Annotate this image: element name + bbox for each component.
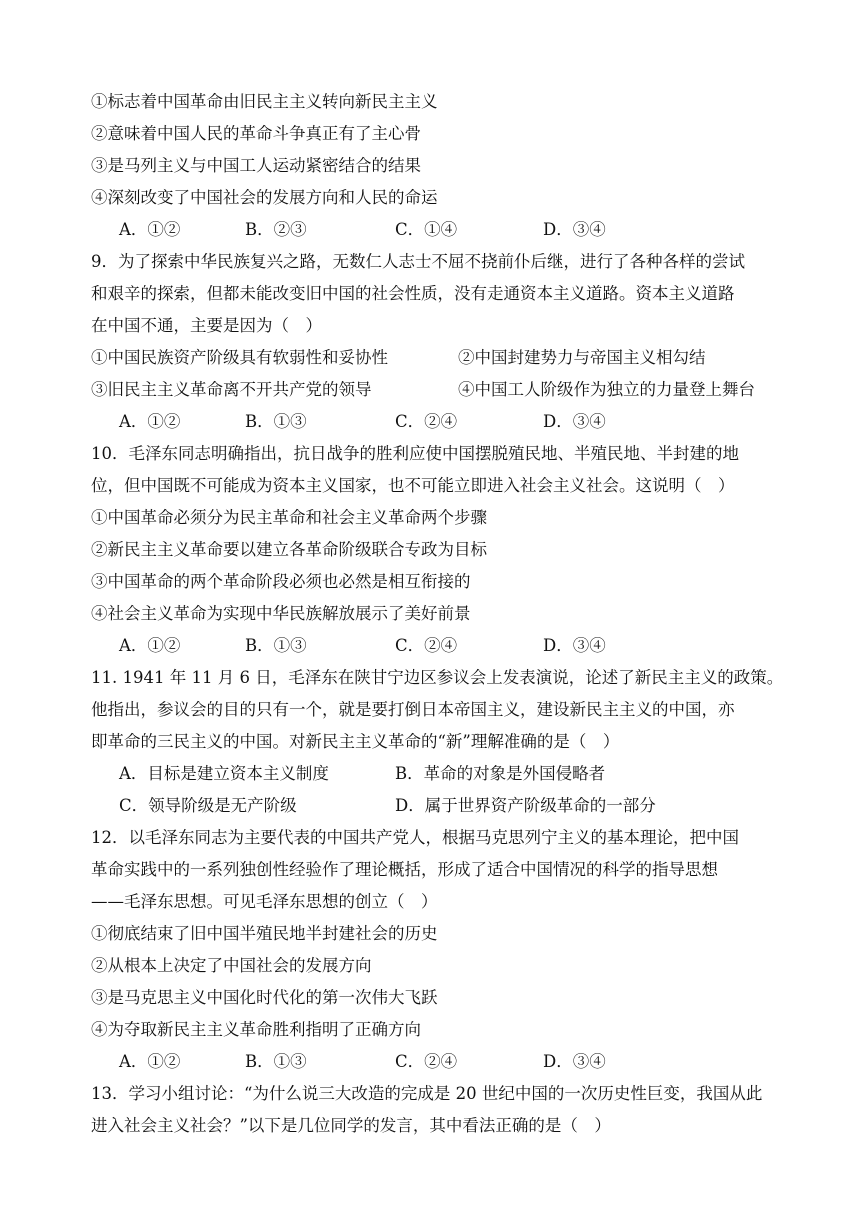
q12-statement-2: ②从根本上决定了中国社会的发展方向	[91, 956, 372, 975]
q11-options-row-2	[91, 796, 791, 816]
q12-statement-3: ③是马克思主义中国化时代化的第一次伟大飞跃	[91, 988, 438, 1007]
q10-option-d: D．③④	[543, 636, 606, 655]
q8-statement-1: ①标志着中国革命由旧民主主义转向新民主主义	[91, 92, 438, 111]
q8-option-a: A．①②	[119, 220, 181, 239]
q9-stem-line-3: 在中国不通，主要是因为（ ）	[91, 316, 322, 335]
q9-statements-row-2	[91, 380, 791, 400]
q13-stem-line-2: 进入社会主义社会？”以下是几位同学的发言，其中看法正确的是（ ）	[91, 1116, 611, 1135]
q8-option-b: B．②③	[245, 220, 307, 239]
q12-option-c: C．②④	[395, 1052, 458, 1071]
q10-statement-3: ③中国革命的两个革命阶段必须也必然是相互衔接的	[91, 572, 471, 591]
q8-option-d: D．③④	[543, 220, 606, 239]
q12-statement-1: ①彻底结束了旧中国半殖民地半封建社会的历史	[91, 924, 438, 943]
q8-statement-2: ②意味着中国人民的革命斗争真正有了主心骨	[91, 124, 421, 143]
q10-option-b: B．①③	[245, 636, 307, 655]
q9-statement-4: ④中国工人阶级作为独立的力量登上舞台	[458, 380, 755, 399]
q11-option-d: D．属于世界资产阶级革命的一部分	[395, 796, 656, 815]
q12-options	[91, 1052, 791, 1072]
q8-statement-4: ④深刻改变了中国社会的发展方向和人民的命运	[91, 188, 438, 207]
q11-option-b: B．革命的对象是外国侵略者	[395, 764, 606, 783]
q9-option-b: B．①③	[245, 412, 307, 431]
q9-option-d: D．③④	[543, 412, 606, 431]
q12-option-d: D．③④	[543, 1052, 606, 1071]
q12-stem-line-1: 12．以毛泽东同志为主要代表的中国共产党人，根据马克思列宁主义的基本理论，把中国	[91, 828, 739, 847]
q9-stem-line-2: 和艰辛的探索，但都未能改变旧中国的社会性质，没有走通资本主义道路。资本主义道路	[91, 284, 735, 303]
q8-statement-3: ③是马列主义与中国工人运动紧密结合的结果	[91, 156, 421, 175]
q10-statement-4: ④社会主义革命为实现中华民族解放展示了美好前景	[91, 604, 471, 623]
q12-stem-line-2: 革命实践中的一系列独创性经验作了理论概括，形成了适合中国情况的科学的指导思想	[91, 860, 718, 879]
q12-option-b: B．①③	[245, 1052, 307, 1071]
q10-option-c: C．②④	[395, 636, 458, 655]
q12-option-a: A．①②	[119, 1052, 181, 1071]
q9-options	[91, 412, 791, 432]
q8-option-c: C．①④	[395, 220, 458, 239]
q9-statement-3: ③旧民主主义革命离不开共产党的领导	[91, 380, 372, 399]
q9-option-c: C．②④	[395, 412, 458, 431]
q9-option-a: A．①②	[119, 412, 181, 431]
q10-stem-line-2: 位，但中国既不可能成为资本主义国家，也不可能立即进入社会主义社会。这说明（ ）	[91, 476, 735, 495]
q13-stem-line-1: 13．学习小组讨论：“为什么说三大改造的完成是 20 世纪中国的一次历史性巨变，我国从此	[91, 1084, 763, 1103]
q10-stem-line-1: 10．毛泽东同志明确指出，抗日战争的胜利应使中国摆脱殖民地、半殖民地、半封建的地	[91, 444, 739, 463]
q9-stem-line-1: 9．为了探索中华民族复兴之路，无数仁人志士不屈不挠前仆后继，进行了各种各样的尝试	[91, 252, 745, 271]
q8-options	[91, 220, 791, 240]
q11-option-a: A．目标是建立资本主义制度	[119, 764, 329, 783]
q9-statement-1: ①中国民族资产阶级具有软弱性和妥协性	[91, 348, 388, 367]
q10-statement-1: ①中国革命必须分为民主革命和社会主义革命两个步骤	[91, 508, 487, 527]
q9-statement-2: ②中国封建势力与帝国主义相勾结	[458, 348, 706, 367]
q11-stem-line-1: 11. 1941 年 11 月 6 日，毛泽东在陕甘宁边区参议会上发表演说，论述了新民主主义的政策。	[91, 668, 784, 687]
q11-stem-line-3: 即革命的三民主义的中国。对新民主主义革命的“新”理解准确的是（ ）	[91, 732, 620, 751]
q10-options	[91, 636, 791, 656]
q9-statements-row-1	[91, 348, 791, 368]
q10-option-a: A．①②	[119, 636, 181, 655]
q12-statement-4: ④为夺取新民主主义革命胜利指明了正确方向	[91, 1020, 421, 1039]
q11-option-c: C．领导阶级是无产阶级	[119, 796, 297, 815]
q10-statement-2: ②新民主主义革命要以建立各革命阶级联合专政为目标	[91, 540, 487, 559]
q11-stem-line-2: 他指出，参议会的目的只有一个，就是要打倒日本帝国主义，建设新民主主义的中国，亦	[91, 700, 735, 719]
q11-options-row-1	[91, 764, 791, 784]
q12-stem-line-3: ——毛泽东思想。可见毛泽东思想的创立（ ）	[91, 892, 438, 911]
